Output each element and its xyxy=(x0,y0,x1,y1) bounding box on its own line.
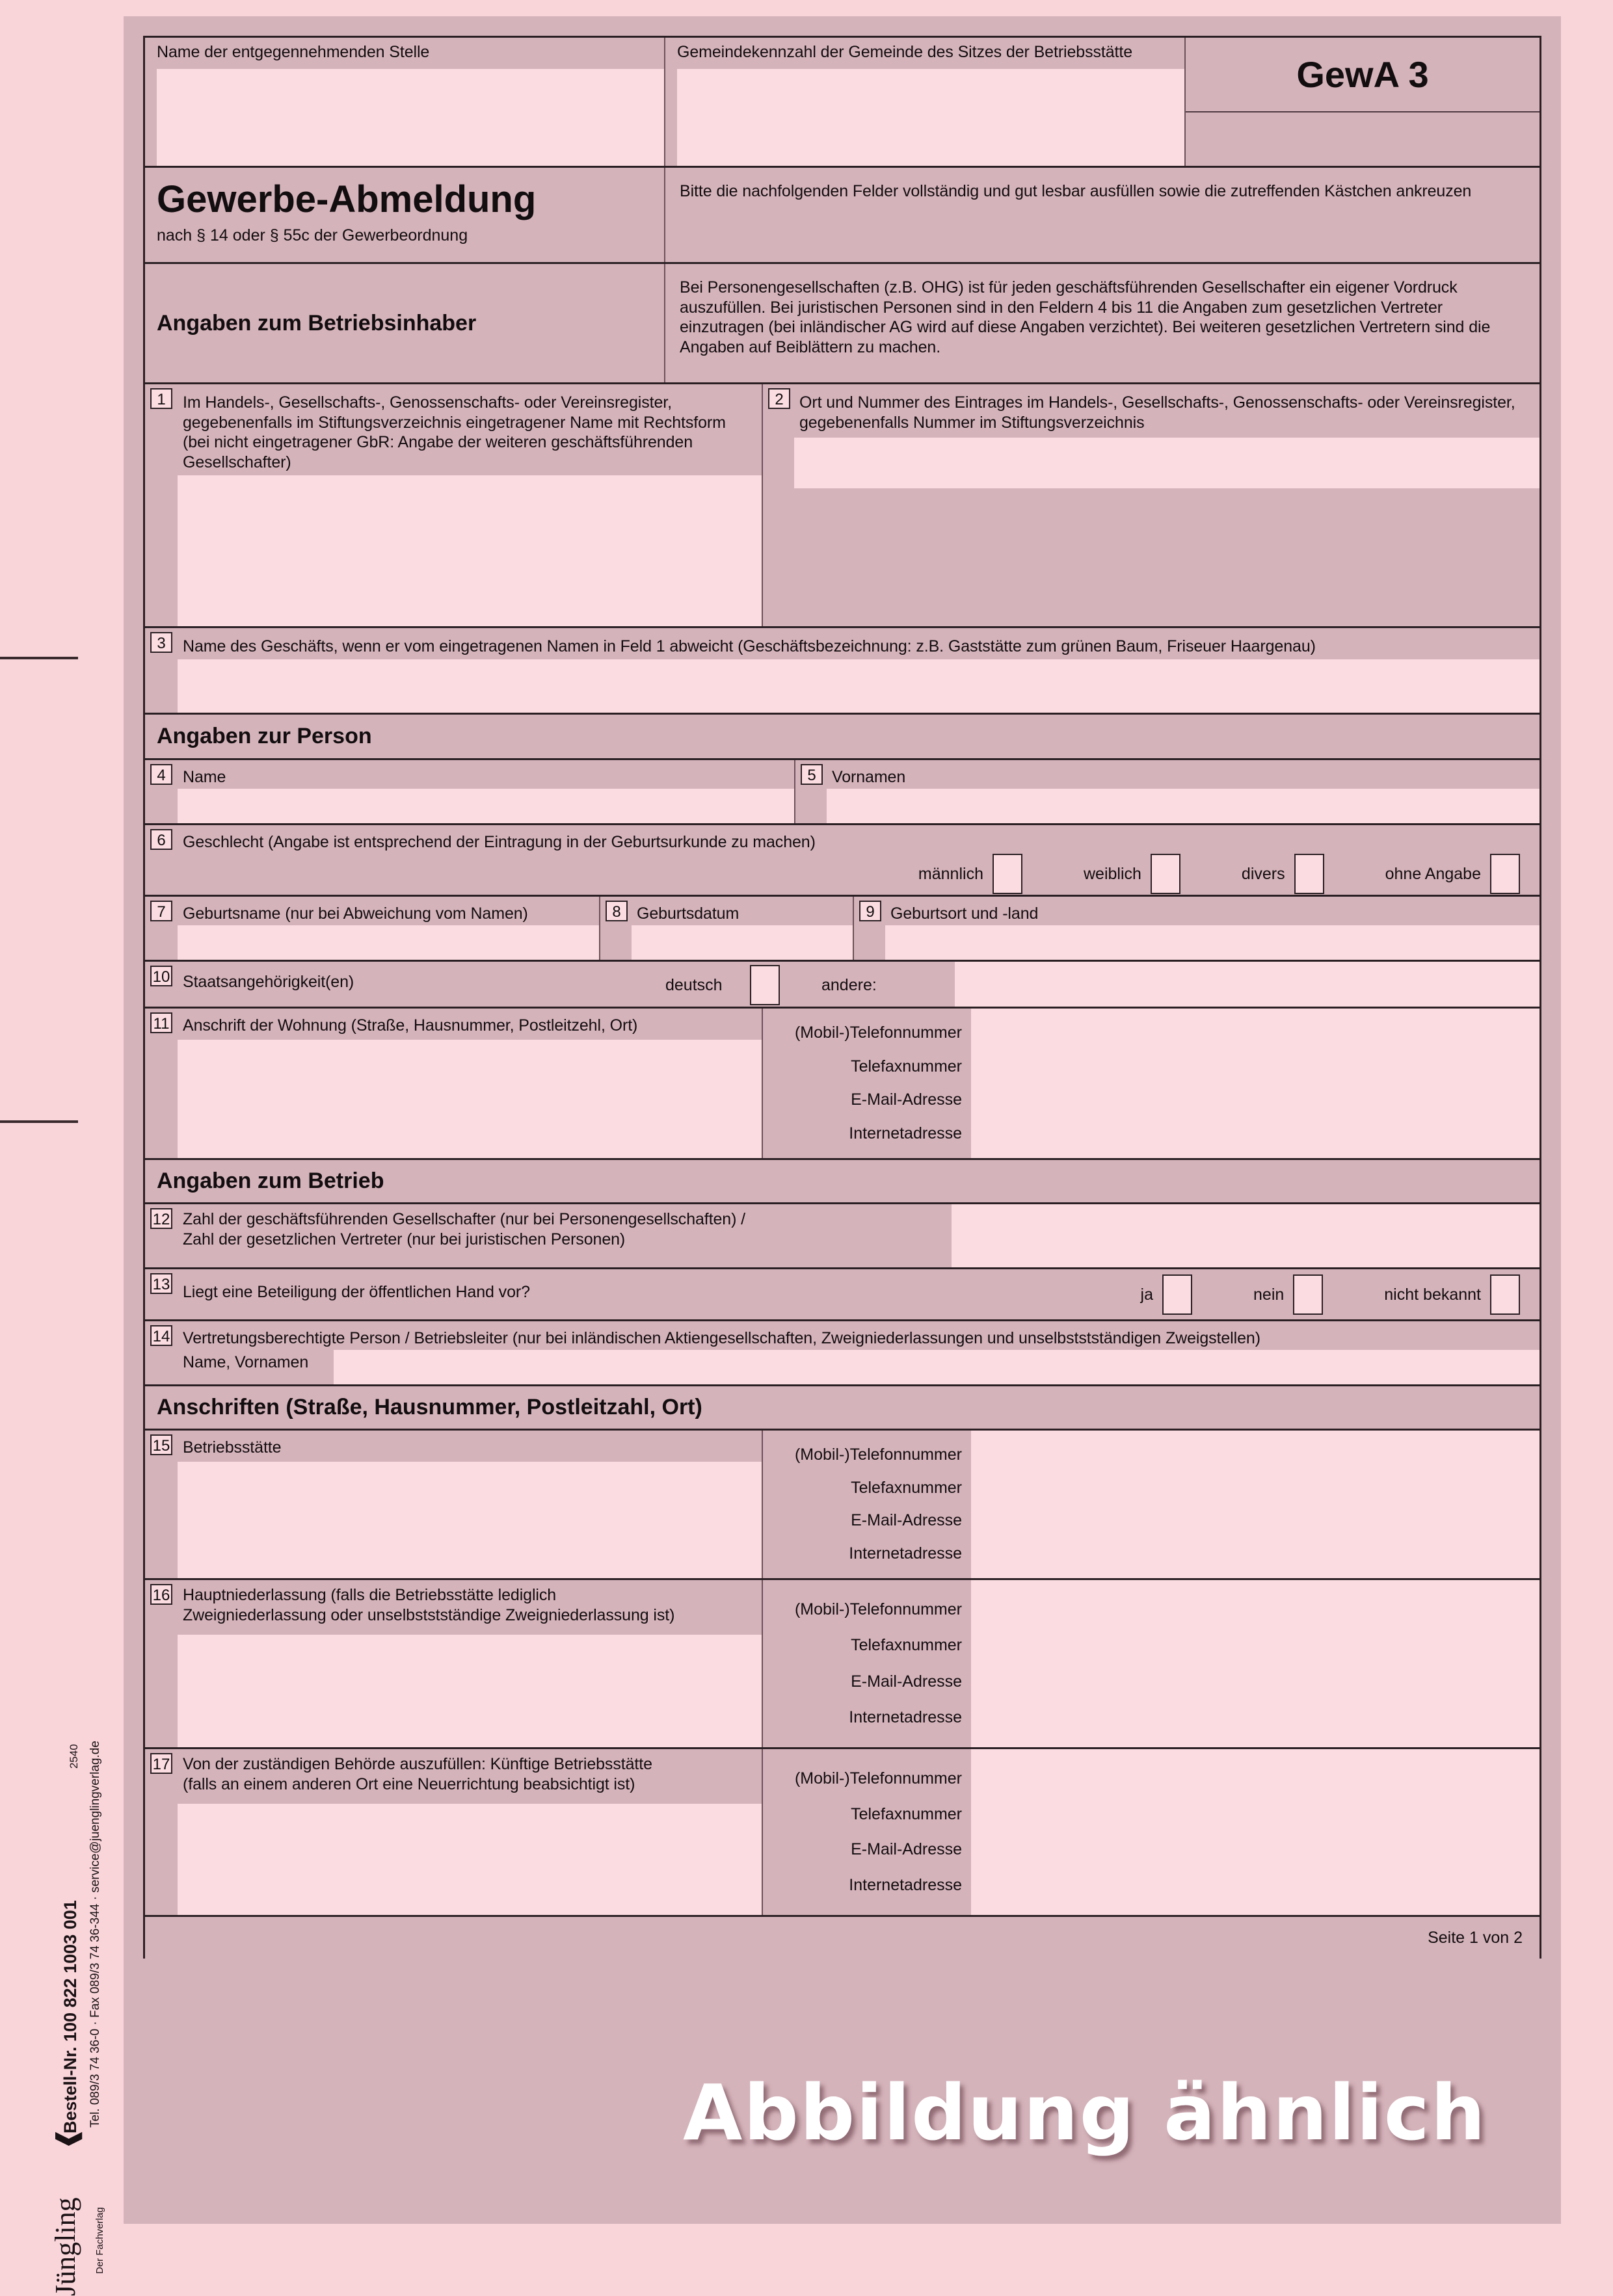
contact-label-web: Internetadresse xyxy=(849,1124,962,1142)
field-7-input[interactable] xyxy=(178,925,599,960)
public-participation-label-ja: ja xyxy=(1140,1285,1154,1304)
field-10-cell xyxy=(145,962,1540,1007)
contact-label-phone: (Mobil-)Telefonnummer xyxy=(794,1445,962,1464)
field-5-number: 5 xyxy=(801,764,823,785)
field-5-label-wrap xyxy=(795,760,1540,787)
field-3-number: 3 xyxy=(150,632,172,653)
nationality-option-label-andere: andere: xyxy=(821,976,877,994)
field-13-number: 13 xyxy=(150,1273,172,1294)
field-2-number: 2 xyxy=(768,388,790,409)
fold-tick-top xyxy=(0,657,78,659)
field-16-label-a: Hauptniederlassung (falls die Betriebsstätte lediglich xyxy=(183,1586,557,1604)
public-participation-label-nein: nein xyxy=(1253,1285,1285,1304)
field-6-number: 6 xyxy=(150,829,172,850)
field-17-contact-labels xyxy=(763,1749,971,1915)
field-4-5-row xyxy=(145,760,1540,825)
contact-label-email: E-Mail-Adresse xyxy=(851,1090,962,1109)
field-15-contact-inputs[interactable] xyxy=(971,1431,1540,1578)
field-8-number-wrap xyxy=(606,901,628,921)
field-15-number-wrap xyxy=(150,1434,172,1455)
field-9-input[interactable] xyxy=(885,925,1540,960)
field-15-label-wrap xyxy=(145,1431,762,1460)
contact-label-fax: Telefaxnummer xyxy=(851,1804,962,1823)
business-section-cell xyxy=(145,1160,1540,1202)
instruction-cell xyxy=(665,168,1540,262)
public-participation-label-nicht-bekannt: nicht bekannt xyxy=(1384,1285,1481,1304)
field-16-label-b: Zweigniederlassung oder unselbststständige Zweigniederlassung ist) xyxy=(183,1605,675,1624)
field-15-cell xyxy=(145,1431,763,1578)
contact-label-web: Internetadresse xyxy=(849,1708,962,1726)
field-6-label-wrap xyxy=(145,825,1540,855)
instruction-text: Bitte die nachfolgenden Felder vollständig und gut lesbar ausfüllen sowie die zutreffenden Kästchen ankreuzen xyxy=(680,182,1472,200)
field-11-contact-cell xyxy=(763,1009,1540,1158)
watermark-text: Abbildung ähnlich xyxy=(683,2068,1487,2157)
field-15-contact-labels xyxy=(763,1431,971,1578)
gender-checkbox-weiblich[interactable] xyxy=(1151,854,1180,894)
field-15-row xyxy=(145,1431,1540,1580)
field-16-contact-labels xyxy=(763,1580,971,1747)
field-4-input[interactable] xyxy=(178,789,794,823)
field-4-label: Name xyxy=(183,768,226,786)
publisher-brand-mark: ❰ xyxy=(53,2128,81,2150)
field-8-input[interactable] xyxy=(632,925,853,960)
field-17-contact-inputs[interactable] xyxy=(971,1749,1540,1915)
field-11-input[interactable] xyxy=(178,1040,762,1158)
field-1-2-row xyxy=(145,384,1540,628)
field-11-cell xyxy=(145,1009,763,1158)
field-3-label-wrap xyxy=(145,628,1540,659)
person-section-title: Angaben zur Person xyxy=(157,724,372,748)
field-11-number-wrap xyxy=(150,1012,172,1033)
field-14-number: 14 xyxy=(150,1325,172,1346)
receiving-office-label: Name der entgegennehmenden Stelle xyxy=(157,43,430,61)
contact-label-fax: Telefaxnummer xyxy=(851,1478,962,1497)
field-2-number-wrap xyxy=(768,388,790,409)
field-10-andere-input[interactable] xyxy=(955,962,1540,1007)
contact-label-email: E-Mail-Adresse xyxy=(851,1840,962,1859)
nationality-checkbox-deutsch[interactable] xyxy=(750,965,780,1005)
field-2-input[interactable] xyxy=(794,438,1540,488)
field-9-cell xyxy=(854,897,1540,960)
field-16-cell xyxy=(145,1580,763,1747)
field-2-label: Ort und Nummer des Eintrages im Handels-, Gesellschafts-, Genossenschafts- oder Vereinsregister, gegebenenfalls Nummer im Stiftungsverzeichnis xyxy=(799,393,1515,432)
gewa3-form xyxy=(143,36,1541,1959)
publisher-order-number: Bestell-Nr. 100 822 1003 001 xyxy=(60,1900,80,2133)
field-13-label: Liegt eine Beteiligung der öffentlichen Hand vor? xyxy=(183,1283,530,1301)
field-8-cell xyxy=(600,897,854,960)
field-9-number-wrap xyxy=(859,901,881,921)
field-8-label: Geburtsdatum xyxy=(637,904,740,923)
field-12-input[interactable] xyxy=(952,1204,1540,1267)
publisher-brand: Jüngling xyxy=(49,2197,81,2296)
field-17-input[interactable] xyxy=(178,1804,762,1915)
owner-section-title: Angaben zum Betriebsinhaber xyxy=(157,310,477,336)
field-1-label-wrap xyxy=(145,384,762,473)
owner-note-cell xyxy=(665,264,1540,382)
field-11-label-wrap xyxy=(145,1009,762,1038)
field-9-label-wrap xyxy=(854,897,1540,924)
field-15-contact-cell xyxy=(763,1431,1540,1578)
gender-option-label-weiblich: weiblich xyxy=(1083,864,1141,883)
field-16-label-wrap xyxy=(145,1580,762,1632)
field-8-label-wrap xyxy=(600,897,853,924)
field-1-number: 1 xyxy=(150,388,172,409)
gender-option-label-maennlich: männlich xyxy=(918,864,983,883)
page-indicator: Seite 1 von 2 xyxy=(1428,1928,1523,1947)
field-11-label: Anschrift der Wohnung (Straße, Hausnummer, Postleitzehl, Ort) xyxy=(183,1016,638,1035)
field-11-contact-inputs[interactable] xyxy=(971,1009,1540,1158)
form-code-cell xyxy=(1186,38,1540,166)
field-14-sublabel: Name, Vornamen xyxy=(183,1353,309,1371)
field-15-label: Betriebsstätte xyxy=(183,1438,282,1457)
field-9-label: Geburtsort und -land xyxy=(890,904,1039,923)
receiving-office-input[interactable] xyxy=(157,69,664,166)
person-section-row xyxy=(145,715,1540,760)
field-14-label: Vertretungsberechtigte Person / Betriebsleiter (nur bei inländischen Aktiengesellschaften, Zweigniederlassungen und unselbststständigen Zweigstellen) xyxy=(183,1329,1260,1347)
gender-option-label-ohne-angabe: ohne Angabe xyxy=(1385,864,1481,883)
field-17-label-b: (falls an einem anderen Ort eine Neuerrichtung beabsichtigt ist) xyxy=(183,1775,635,1793)
business-section-row xyxy=(145,1160,1540,1204)
field-5-number-wrap xyxy=(801,764,823,785)
field-17-number-wrap xyxy=(150,1753,172,1774)
field-7-8-9-row xyxy=(145,897,1540,962)
field-12-label-a: Zahl der geschäftsführenden Gesellschafter (nur bei Personengesellschaften) / xyxy=(183,1210,746,1228)
field-4-number-wrap xyxy=(150,764,172,785)
field-6-number-wrap xyxy=(150,829,172,850)
form-footer-row xyxy=(145,1917,1540,1959)
form-sheet xyxy=(124,16,1561,2224)
field-4-cell xyxy=(145,760,795,823)
field-17-contact-cell xyxy=(763,1749,1540,1915)
field-17-number: 17 xyxy=(150,1753,172,1774)
field-10-number: 10 xyxy=(150,966,172,986)
addresses-section-title: Anschriften (Straße, Hausnummer, Postleitzahl, Ort) xyxy=(157,1395,702,1419)
field-13-number-wrap xyxy=(150,1273,172,1294)
contact-label-phone: (Mobil-)Telefonnummer xyxy=(794,1600,962,1619)
field-1-number-wrap xyxy=(150,388,172,409)
field-7-cell xyxy=(145,897,600,960)
field-14-cell xyxy=(145,1321,1540,1384)
field-7-number-wrap xyxy=(150,901,172,921)
field-17-label-a: Von der zuständigen Behörde auszufüllen: Künftige Betriebsstätte xyxy=(183,1755,652,1773)
field-1-cell xyxy=(145,384,763,626)
municipality-code-label: Gemeindekennzahl der Gemeinde des Sitzes der Betriebsstätte xyxy=(677,43,1133,61)
field-12-number: 12 xyxy=(150,1208,172,1229)
field-7-label: Geburtsname (nur bei Abweichung vom Namen) xyxy=(183,904,528,923)
field-5-input[interactable] xyxy=(827,789,1540,823)
field-7-label-wrap xyxy=(145,897,599,924)
field-6-label: Geschlecht (Angabe ist entsprechend der Eintragung in der Geburtsurkunde zu machen) xyxy=(183,833,816,851)
field-16-contact-cell xyxy=(763,1580,1540,1747)
field-13-cell xyxy=(145,1269,1540,1319)
field-14-input[interactable] xyxy=(334,1350,1540,1384)
receiving-office-cell xyxy=(145,38,665,166)
contact-label-web: Internetadresse xyxy=(849,1876,962,1895)
contact-label-web: Internetadresse xyxy=(849,1544,962,1563)
footer-cell xyxy=(145,1917,1540,1959)
field-10-label: Staatsangehörigkeit(en) xyxy=(183,973,354,991)
gender-checkbox-ohne-angabe[interactable] xyxy=(1490,854,1520,894)
field-3-input[interactable] xyxy=(178,659,1540,713)
gender-option-label-divers: divers xyxy=(1241,864,1285,883)
form-header-row xyxy=(145,38,1540,168)
field-16-number-wrap xyxy=(150,1584,172,1605)
field-13-row xyxy=(145,1269,1540,1321)
field-10-number-wrap xyxy=(150,966,172,986)
form-subtitle: nach § 14 oder § 55c der Gewerbeordnung xyxy=(157,226,468,244)
field-16-row xyxy=(145,1580,1540,1749)
field-17-cell xyxy=(145,1749,763,1915)
publisher-sidebar xyxy=(49,1665,134,2296)
field-7-number: 7 xyxy=(150,901,172,921)
nationality-option-label-deutsch: deutsch xyxy=(665,976,723,994)
addresses-section-cell xyxy=(145,1386,1540,1429)
field-10-row xyxy=(145,962,1540,1009)
public-participation-checkbox-nicht-bekannt[interactable] xyxy=(1490,1274,1520,1315)
field-4-label-wrap xyxy=(145,760,794,787)
gender-checkbox-maennlich[interactable] xyxy=(993,854,1022,894)
field-6-row xyxy=(145,825,1540,897)
public-participation-checkbox-ja[interactable] xyxy=(1162,1274,1192,1315)
publisher-tagline: Der Fachverlag xyxy=(94,2207,105,2274)
field-12-cell xyxy=(145,1204,1540,1267)
municipality-code-cell xyxy=(665,38,1186,166)
title-cell xyxy=(145,168,665,262)
owner-note-text: Bei Personengesellschaften (z.B. OHG) ist für jeden geschäftsführenden Gesellschafter ein eigener Vordruck auszufüllen. Bei juristischen Personen sind in den Feldern 4 bis 11 die Angaben zum gesetzlichen Vertreter einzutragen (bei inländischer AG wird auf diese Angaben verzichtet). Bei weiteren gesetzlichen Vertretern sind die Angaben auf Beiblättern zu machen. xyxy=(680,278,1491,356)
field-5-cell xyxy=(795,760,1540,823)
field-11-number: 11 xyxy=(150,1012,172,1033)
field-16-number: 16 xyxy=(150,1584,172,1605)
contact-label-fax: Telefaxnummer xyxy=(851,1057,962,1075)
public-participation-checkbox-nein[interactable] xyxy=(1293,1274,1323,1315)
gender-checkbox-divers[interactable] xyxy=(1294,854,1324,894)
field-8-number: 8 xyxy=(606,901,628,921)
publisher-code: 2540 xyxy=(68,1744,80,1769)
addresses-section-row xyxy=(145,1386,1540,1431)
field-17-row xyxy=(145,1749,1540,1917)
field-16-input[interactable] xyxy=(178,1635,762,1747)
field-9-number: 9 xyxy=(859,901,881,921)
fold-tick-bottom xyxy=(0,1120,78,1123)
field-12-row xyxy=(145,1204,1540,1269)
form-code-box xyxy=(1186,38,1540,112)
field-15-number: 15 xyxy=(150,1434,172,1455)
field-1-label: Im Handels-, Gesellschafts-, Genossenschafts- oder Vereinsregister, gegebenenfalls im Stiftungsverzeichnis eingetragener Name mit Rechtsform (bei nicht eingetragener GbR: Angabe der weiteren geschäftsführenden Gesellschafter) xyxy=(183,393,726,471)
field-12-label-b: Zahl der gesetzlichen Vertreter (nur bei juristischen Personen) xyxy=(183,1230,626,1248)
field-3-cell xyxy=(145,628,1540,713)
field-14-label-wrap xyxy=(145,1321,1540,1350)
field-4-number: 4 xyxy=(150,764,172,785)
field-14-row xyxy=(145,1321,1540,1386)
contact-label-fax: Telefaxnummer xyxy=(851,1636,962,1655)
field-17-label-wrap xyxy=(145,1749,762,1801)
field-14-number-wrap xyxy=(150,1325,172,1346)
field-3-label: Name des Geschäfts, wenn er vom eingetragenen Namen in Feld 1 abweicht (Geschäftsbezeichnung: z.B. Gaststätte zum grünen Baum, Friseuer Haargenau) xyxy=(183,637,1316,655)
owner-section-title-cell xyxy=(145,264,665,382)
form-code-box-empty xyxy=(1186,112,1540,167)
business-section-title: Angaben zum Betrieb xyxy=(157,1168,384,1193)
field-15-input[interactable] xyxy=(178,1462,762,1578)
field-2-cell xyxy=(763,384,1540,626)
field-6-cell xyxy=(145,825,1540,895)
public-participation-options xyxy=(1141,1274,1520,1315)
field-3-row xyxy=(145,628,1540,715)
field-5-label: Vornamen xyxy=(832,768,906,786)
field-3-number-wrap xyxy=(150,632,172,653)
form-code-label: GewA 3 xyxy=(1296,54,1429,95)
owner-section-row xyxy=(145,264,1540,384)
person-section-cell xyxy=(145,715,1540,758)
field-12-number-wrap xyxy=(150,1208,172,1229)
title-row xyxy=(145,168,1540,264)
contact-label-email: E-Mail-Adresse xyxy=(851,1511,962,1530)
field-11-contact-labels xyxy=(763,1009,971,1158)
field-11-row xyxy=(145,1009,1540,1160)
gender-options xyxy=(918,854,1520,894)
municipality-code-input[interactable] xyxy=(677,69,1184,166)
field-16-contact-inputs[interactable] xyxy=(971,1580,1540,1747)
field-1-input[interactable] xyxy=(178,475,762,626)
publisher-contact: Tel. 089/3 74 36-0 · Fax 089/3 74 36-344 · service@juenglingverlag.de xyxy=(88,1741,102,2128)
field-2-label-wrap xyxy=(763,384,1540,438)
contact-label-phone: (Mobil-)Telefonnummer xyxy=(794,1023,962,1042)
contact-label-phone: (Mobil-)Telefonnummer xyxy=(794,1769,962,1788)
form-title: Gewerbe-Abmeldung xyxy=(157,178,537,220)
contact-label-email: E-Mail-Adresse xyxy=(851,1672,962,1691)
